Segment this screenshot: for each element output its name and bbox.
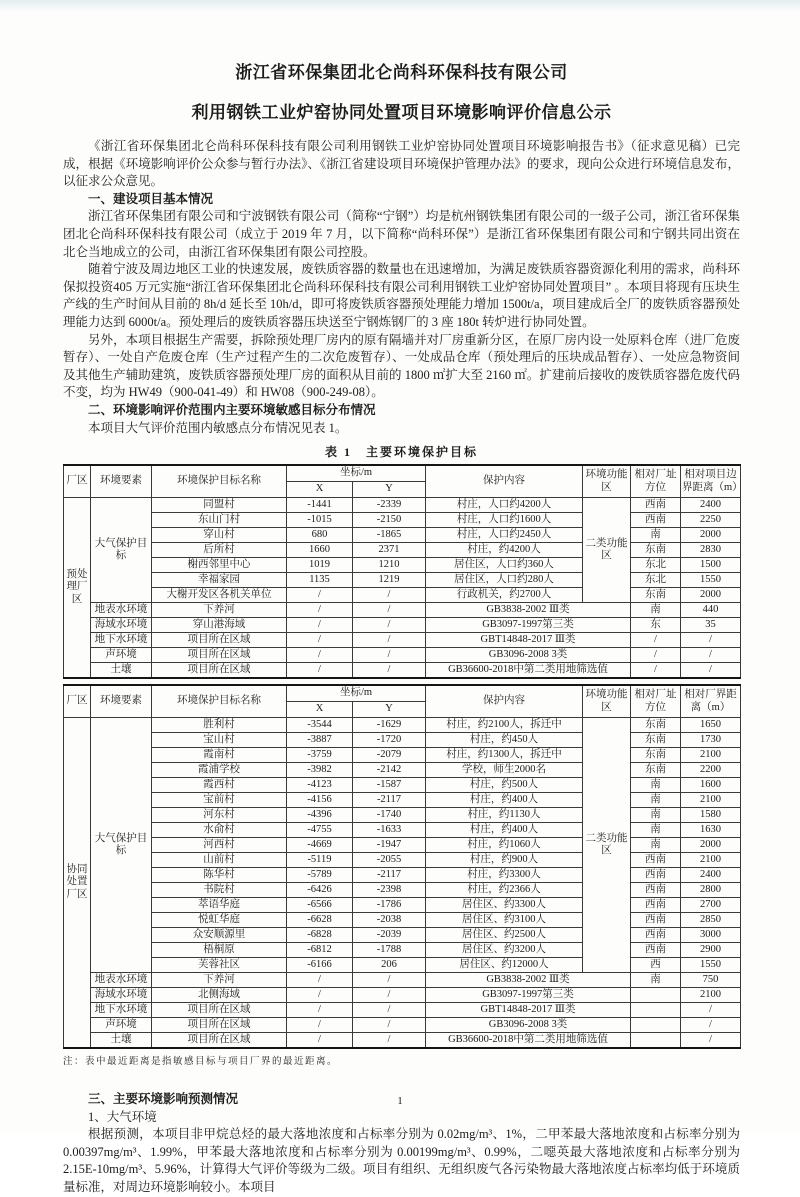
target-name-cell: 项目所在区域 — [152, 663, 287, 679]
protect-content-cell: 村庄，约3300人 — [426, 868, 583, 883]
section1-paragraph-3: 另外，本项目根据生产需要，拆除预处理厂房内的原有隔墙并对厂房重新分区，在原厂房内设一处原料仓库（进厂危废暂存）、一处自产危废仓库（生产过程产生的二次危废暂存）、一处成品仓库（预处理后的压块成品暂存）、一处应急物资间及其他生产辅助建筑，废铁质容器预处理厂房的面积从目前的 1800 ㎡扩大至 2160 ㎡。扩建前后接收的废铁质容器危废代码不变，均为 HW49（900-041-49）和 HW08（900-249-08）。 — [63, 332, 740, 400]
coord-y-cell: / — [353, 1033, 426, 1049]
table-row — [64, 958, 741, 973]
element-cell: 土壤 — [91, 1033, 152, 1049]
coord-y-cell: -2117 — [353, 868, 426, 883]
target-name-cell: 项目所在区域 — [152, 648, 287, 663]
header-function-zone: 环境功能区 — [583, 465, 631, 498]
distance-cell: / — [681, 1018, 741, 1033]
target-name-cell: 书院村 — [152, 883, 287, 898]
direction-cell: 南 — [631, 823, 681, 838]
target-name-cell: 宝山村 — [152, 733, 287, 748]
distance-cell: 1600 — [681, 778, 741, 793]
target-name-cell: 穿山港海域 — [152, 618, 287, 633]
protect-content-cell: 居住区、约2500人 — [426, 928, 583, 943]
coord-y-cell: -2142 — [353, 763, 426, 778]
table-row — [64, 988, 741, 1003]
zone-cell: 预处理厂区 — [64, 498, 91, 679]
direction-cell — [631, 1003, 681, 1018]
table-row — [64, 528, 741, 543]
coord-x-cell: / — [287, 988, 353, 1003]
coord-y-cell: -2339 — [353, 498, 426, 513]
coord-x-cell: -6166 — [287, 958, 353, 973]
protect-content-cell: 村庄，约400人 — [426, 793, 583, 808]
direction-cell: 东南 — [631, 718, 681, 733]
protect-content-cell: 居住区，人口约360人 — [426, 558, 583, 573]
direction-cell: 西南 — [631, 883, 681, 898]
coord-x-cell: -6812 — [287, 943, 353, 958]
coord-x-cell: / — [287, 603, 353, 618]
direction-cell: 西南 — [631, 928, 681, 943]
header-target-name: 环境保护目标名称 — [152, 685, 287, 718]
distance-cell: 1580 — [681, 808, 741, 823]
table-row — [64, 943, 741, 958]
header-element: 环境要素 — [91, 685, 152, 718]
target-name-cell: 榭西邻里中心 — [152, 558, 287, 573]
zone-cell: 协同处置厂区 — [64, 718, 91, 1049]
coord-y-cell: / — [353, 633, 426, 648]
distance-cell: 2250 — [681, 513, 741, 528]
coord-y-cell: / — [353, 973, 426, 988]
distance-cell: 2850 — [681, 913, 741, 928]
table-row — [64, 663, 741, 679]
distance-cell: 2100 — [681, 793, 741, 808]
direction-cell: 西南 — [631, 868, 681, 883]
header-protect-content: 保护内容 — [426, 465, 583, 498]
direction-cell: 东南 — [631, 733, 681, 748]
distance-cell: / — [681, 1033, 741, 1049]
header-coordinate: 坐标/m — [287, 465, 426, 482]
protect-content-cell: 行政机关，约2700人 — [426, 588, 583, 603]
standard-cell: GB3838-2002 Ⅲ类 — [426, 973, 631, 988]
table-row — [64, 793, 741, 808]
target-name-cell: 后所村 — [152, 543, 287, 558]
standard-cell: GB3096-2008 3类 — [426, 1018, 631, 1033]
table-caption: 表 1 主要环境保护目标 — [324, 445, 478, 460]
direction-cell: 东南 — [631, 588, 681, 603]
target-name-cell: 陈华村 — [152, 868, 287, 883]
coord-x-cell: -6566 — [287, 898, 353, 913]
protect-content-cell: 村庄，约900人 — [426, 853, 583, 868]
standard-cell: GB36600-2018中第二类用地筛选值 — [426, 1033, 631, 1049]
section2-heading: 二、环境影响评价范围内主要环境敏感目标分布情况 — [88, 402, 376, 417]
distance-cell: 2000 — [681, 528, 741, 543]
header-x: X — [287, 702, 353, 718]
coord-y-cell: -1788 — [353, 943, 426, 958]
coord-x-cell: -3544 — [287, 718, 353, 733]
table-row — [64, 973, 741, 988]
distance-cell: / — [681, 648, 741, 663]
section1-paragraph-2: 随着宁波及周边地区工业的快速发展，废铁质容器的数量也在迅速增加，为满足废铁质容器资源化利用的需求，尚科环保拟投资405 万元实施“浙江省环保集团北仑尚科环保科技有限公司利用钢铁工业炉窑协同处置项目” 。本项目将现有压块生产线的生产时间从目前的 8h/d 延长至 10h/d，即可将废铁质容器预处理能力增加 1500t/a，项目建成后全厂的废铁质容器预处理能力达到 6000t/a。预处理后的废铁质容器压块送至宁钢炼钢厂的 3 座 180t 转炉进行协同处置。 — [63, 262, 740, 329]
table-row — [64, 823, 741, 838]
direction-cell — [631, 988, 681, 1003]
section2-paragraph: 本项目大气评价范围内敏感点分布情况见表 1。 — [88, 420, 348, 435]
target-name-cell: 水俞村 — [152, 823, 287, 838]
protect-content-cell: 村庄，人口约2450人 — [426, 528, 583, 543]
table-row — [64, 498, 741, 513]
coord-y-cell: -2039 — [353, 928, 426, 943]
table-row — [64, 558, 741, 573]
distance-cell: 1500 — [681, 558, 741, 573]
coord-y-cell: -1786 — [353, 898, 426, 913]
target-name-cell: 项目所在区域 — [152, 1018, 287, 1033]
target-name-cell: 大榭开发区各机关单位 — [152, 588, 287, 603]
direction-cell: 西 — [631, 958, 681, 973]
element-cell: 土壤 — [91, 663, 152, 679]
protect-content-cell: 居住区、约3100人 — [426, 913, 583, 928]
table-row — [64, 763, 741, 778]
distance-cell: 1550 — [681, 958, 741, 973]
element-cell: 地下水环境 — [91, 633, 152, 648]
section3-subheading: 1、大气环境 — [88, 1109, 157, 1124]
table-row — [64, 928, 741, 943]
distance-cell: / — [681, 1003, 741, 1018]
distance-cell: 440 — [681, 603, 741, 618]
coord-x-cell: -5789 — [287, 868, 353, 883]
protect-content-cell: 村庄，约1300人，拆迁中 — [426, 748, 583, 763]
standard-cell: GB3838-2002 Ⅲ类 — [426, 603, 631, 618]
coord-y-cell: -1947 — [353, 838, 426, 853]
table-row — [64, 1003, 741, 1018]
coord-y-cell: 206 — [353, 958, 426, 973]
table-row — [64, 853, 741, 868]
target-name-cell: 幸福家园 — [152, 573, 287, 588]
section1-heading: 一、建设项目基本情况 — [88, 191, 214, 206]
coord-x-cell: -5119 — [287, 853, 353, 868]
table-row — [64, 868, 741, 883]
coord-x-cell: 680 — [287, 528, 353, 543]
table-row — [64, 778, 741, 793]
target-name-cell: 悦虹华庭 — [152, 913, 287, 928]
coord-y-cell: -2038 — [353, 913, 426, 928]
direction-cell: 东北 — [631, 573, 681, 588]
coord-y-cell: 1210 — [353, 558, 426, 573]
table-row — [64, 718, 741, 733]
coord-x-cell: -3982 — [287, 763, 353, 778]
element-cell: 地表水环境 — [91, 973, 152, 988]
distance-cell: 2830 — [681, 543, 741, 558]
direction-cell — [631, 1033, 681, 1049]
coord-x-cell: / — [287, 648, 353, 663]
page-number: 1 — [397, 1095, 403, 1107]
coord-x-cell: -4123 — [287, 778, 353, 793]
distance-cell: 35 — [681, 618, 741, 633]
target-name-cell: 胜利村 — [152, 718, 287, 733]
coord-x-cell: / — [287, 1003, 353, 1018]
distance-cell: / — [681, 663, 741, 679]
table-row — [64, 733, 741, 748]
target-name-cell: 项目所在区域 — [152, 633, 287, 648]
header-direction: 相对厂址方位 — [631, 465, 681, 498]
table-header-row — [64, 465, 741, 482]
direction-cell: / — [631, 633, 681, 648]
direction-cell: 东 — [631, 618, 681, 633]
coord-x-cell: / — [287, 1033, 353, 1049]
protect-content-cell: 村庄，约2366人 — [426, 883, 583, 898]
distance-cell: 2000 — [681, 588, 741, 603]
table-row — [64, 588, 741, 603]
coord-y-cell: / — [353, 663, 426, 679]
target-name-cell: 河东村 — [152, 808, 287, 823]
target-name-cell: 北侧海域 — [152, 988, 287, 1003]
coord-y-cell: / — [353, 1003, 426, 1018]
coord-x-cell: -4669 — [287, 838, 353, 853]
distance-cell: 1630 — [681, 823, 741, 838]
target-name-cell: 穿山村 — [152, 528, 287, 543]
header-y: Y — [353, 702, 426, 718]
table-row — [64, 633, 741, 648]
intro-paragraph: 《浙江省环保集团北仑尚科环保科技有限公司利用钢铁工业炉窑协同处置项目环境影响报告书》（征求意见稿）已完成，根据《环境影响评价公众参与暂行办法》、《浙江省建设项目环境保护管理办法》的要求，现向公众进行环境信息发布，以征求公众意见。 — [63, 139, 740, 189]
table-row — [64, 603, 741, 618]
element-cell: 海域水环境 — [91, 618, 152, 633]
direction-cell: 南 — [631, 603, 681, 618]
protect-content-cell: 村庄，人口约4200人 — [426, 498, 583, 513]
direction-cell: / — [631, 648, 681, 663]
distance-cell: 3000 — [681, 928, 741, 943]
direction-cell — [631, 1018, 681, 1033]
table-row — [64, 883, 741, 898]
target-name-cell: 下养河 — [152, 973, 287, 988]
direction-cell: 西南 — [631, 513, 681, 528]
direction-cell: 南 — [631, 973, 681, 988]
direction-cell: 南 — [631, 778, 681, 793]
element-cell: 大气保护目标 — [91, 498, 152, 603]
coord-y-cell: -2398 — [353, 883, 426, 898]
header-x: X — [287, 482, 353, 498]
target-name-cell: 下养河 — [152, 603, 287, 618]
coord-x-cell: -4156 — [287, 793, 353, 808]
protect-content-cell: 村庄，约500人 — [426, 778, 583, 793]
coord-x-cell: / — [287, 1018, 353, 1033]
protect-content-cell: 居住区、约3300人 — [426, 898, 583, 913]
direction-cell: 东北 — [631, 558, 681, 573]
coord-x-cell: / — [287, 973, 353, 988]
header-function-zone: 环境功能区 — [583, 685, 631, 718]
coord-y-cell: / — [353, 618, 426, 633]
target-name-cell: 梧桐原 — [152, 943, 287, 958]
target-name-cell: 萃语华庭 — [152, 898, 287, 913]
direction-cell: 西南 — [631, 898, 681, 913]
direction-cell: 南 — [631, 793, 681, 808]
distance-cell: 1650 — [681, 718, 741, 733]
standard-cell: GB36600-2018中第二类用地筛选值 — [426, 663, 631, 679]
header-zone: 厂区 — [64, 465, 91, 498]
direction-cell: 西南 — [631, 943, 681, 958]
coord-x-cell: -3887 — [287, 733, 353, 748]
table-row — [64, 1018, 741, 1033]
coord-y-cell: / — [353, 1018, 426, 1033]
direction-cell: 南 — [631, 838, 681, 853]
protect-content-cell: 村庄，约1130人 — [426, 808, 583, 823]
table-row — [64, 748, 741, 763]
distance-cell: 1730 — [681, 733, 741, 748]
direction-cell: 南 — [631, 528, 681, 543]
table-row — [64, 543, 741, 558]
distance-cell: 2200 — [681, 763, 741, 778]
coord-x-cell: / — [287, 588, 353, 603]
coord-y-cell: / — [353, 648, 426, 663]
coord-x-cell: -6628 — [287, 913, 353, 928]
header-distance: 相对项目边界距离（m） — [681, 465, 741, 498]
table-note: 注：表中最近距离是指敏感目标与项目厂界的最近距离。 — [63, 1057, 339, 1068]
coord-y-cell: -1720 — [353, 733, 426, 748]
distance-cell: 2100 — [681, 748, 741, 763]
direction-cell: / — [631, 663, 681, 679]
target-name-cell: 同盟村 — [152, 498, 287, 513]
coord-y-cell: -2150 — [353, 513, 426, 528]
table-row — [64, 898, 741, 913]
distance-cell: 2400 — [681, 868, 741, 883]
protect-content-cell: 学校，师生2000名 — [426, 763, 583, 778]
direction-cell: 西南 — [631, 853, 681, 868]
header-y: Y — [353, 482, 426, 498]
distance-cell: 2000 — [681, 838, 741, 853]
coord-x-cell: 1135 — [287, 573, 353, 588]
target-name-cell: 东山门村 — [152, 513, 287, 528]
standard-cell: GB3097-1997第三类 — [426, 988, 631, 1003]
protection-table-codisposal-zone — [63, 684, 741, 1049]
function-zone-cell: 二类功能区 — [583, 718, 631, 973]
doc-title-line1: 浙江省环保集团北仑尚科环保科技有限公司 — [235, 63, 568, 82]
header-element: 环境要素 — [91, 465, 152, 498]
protection-table-preprocess-zone — [63, 464, 741, 679]
table-row — [64, 1033, 741, 1049]
coord-y-cell: -1633 — [353, 823, 426, 838]
element-cell: 声环境 — [91, 1018, 152, 1033]
coord-y-cell: 2371 — [353, 543, 426, 558]
coord-x-cell: / — [287, 663, 353, 679]
table-row — [64, 513, 741, 528]
direction-cell: 东南 — [631, 763, 681, 778]
coord-x-cell: / — [287, 618, 353, 633]
header-distance: 相对厂界距离（m） — [681, 685, 741, 718]
header-coordinate: 坐标/m — [287, 685, 426, 702]
distance-cell: 2400 — [681, 498, 741, 513]
coord-y-cell: -2079 — [353, 748, 426, 763]
coord-x-cell: 1660 — [287, 543, 353, 558]
coord-x-cell: -4396 — [287, 808, 353, 823]
protect-content-cell: 村庄，约1060人 — [426, 838, 583, 853]
distance-cell: 2900 — [681, 943, 741, 958]
coord-x-cell: -6426 — [287, 883, 353, 898]
doc-title-line2: 利用钢铁工业炉窑协同处置项目环境影响评价信息公示 — [191, 103, 612, 122]
protect-content-cell: 居住区，人口约280人 — [426, 573, 583, 588]
direction-cell: 西南 — [631, 913, 681, 928]
table-header-row — [64, 685, 741, 702]
target-name-cell: 宝前村 — [152, 793, 287, 808]
protect-content-cell: 村庄，约2100人，拆迁中 — [426, 718, 583, 733]
coord-y-cell: 1219 — [353, 573, 426, 588]
header-protect-content: 保护内容 — [426, 685, 583, 718]
coord-y-cell: / — [353, 588, 426, 603]
distance-cell: 2700 — [681, 898, 741, 913]
section3-heading: 三、主要环境影响预测情况 — [88, 1092, 239, 1107]
target-name-cell: 霞南村 — [152, 748, 287, 763]
coord-y-cell: -1865 — [353, 528, 426, 543]
table-row — [64, 618, 741, 633]
target-name-cell: 项目所在区域 — [152, 1003, 287, 1018]
standard-cell: GBT14848-2017 Ⅲ类 — [426, 633, 631, 648]
coord-y-cell: / — [353, 988, 426, 1003]
section3-paragraph: 根据预测，本项目非甲烷总烃的最大落地浓度和占标率分别为 0.02mg/m³、1%，二甲苯最大落地浓度和占标率分别为 0.00397mg/m³、1.99%，甲苯最大落地浓度和占标率分别为 0.00199mg/m³、0.99%，二噁英最大落地浓度和占标率分别为 2.15E-10mg/m³、5.96%，计算得大气评价等级为二级。项目有组织、无组织废气各污染物最大落地浓度占标率均低于环境质量标准，对周边环境影响较小。本项目 — [63, 1127, 740, 1195]
target-name-cell: 河西村 — [152, 838, 287, 853]
distance-cell: / — [681, 633, 741, 648]
distance-cell: 2100 — [681, 853, 741, 868]
standard-cell: GBT14848-2017 Ⅲ类 — [426, 1003, 631, 1018]
distance-cell: 750 — [681, 973, 741, 988]
coord-y-cell: -1587 — [353, 778, 426, 793]
direction-cell: 东南 — [631, 543, 681, 558]
header-direction: 相对厂址方位 — [631, 685, 681, 718]
coord-y-cell: / — [353, 603, 426, 618]
element-cell: 大气保护目标 — [91, 718, 152, 973]
coord-y-cell: -1740 — [353, 808, 426, 823]
standard-cell: GB3097-1997第三类 — [426, 618, 631, 633]
header-zone: 厂区 — [64, 685, 91, 718]
section1-paragraph-1: 浙江省环保集团有限公司和宁波钢铁有限公司（简称“宁钢”）均是杭州钢铁集团有限公司的一级子公司，浙江省环保集团北仑尚科环保科技有限公司（成立于 2019 年 7 月，以下简称“尚科环保”）是浙江省环保集团有限公司和宁钢共同出资在北仑当地成立的公司，由浙江省环保集团有限公司控股。 — [63, 209, 740, 259]
distance-cell: 2800 — [681, 883, 741, 898]
coord-y-cell: -2055 — [353, 853, 426, 868]
protect-content-cell: 居住区、约12000人 — [426, 958, 583, 973]
target-name-cell: 霞西村 — [152, 778, 287, 793]
coord-x-cell: / — [287, 633, 353, 648]
target-name-cell: 芙蓉社区 — [152, 958, 287, 973]
protect-content-cell: 村庄，约4200人 — [426, 543, 583, 558]
protect-content-cell: 村庄，约400人 — [426, 823, 583, 838]
coord-x-cell: -4755 — [287, 823, 353, 838]
coord-x-cell: -3759 — [287, 748, 353, 763]
target-name-cell: 众安顺源里 — [152, 928, 287, 943]
coord-y-cell: -2117 — [353, 793, 426, 808]
coord-x-cell: -6828 — [287, 928, 353, 943]
coord-x-cell: 1019 — [287, 558, 353, 573]
distance-cell: 2100 — [681, 988, 741, 1003]
table-row — [64, 838, 741, 853]
element-cell: 地下水环境 — [91, 1003, 152, 1018]
coord-x-cell: -1441 — [287, 498, 353, 513]
standard-cell: GB3096-2008 3类 — [426, 648, 631, 663]
function-zone-cell: 二类功能区 — [583, 498, 631, 603]
element-cell: 地表水环境 — [91, 603, 152, 618]
element-cell: 声环境 — [91, 648, 152, 663]
protect-content-cell: 村庄，约450人 — [426, 733, 583, 748]
direction-cell: 南 — [631, 808, 681, 823]
element-cell: 海域水环境 — [91, 988, 152, 1003]
direction-cell: 西南 — [631, 498, 681, 513]
distance-cell: 1550 — [681, 573, 741, 588]
table-row — [64, 573, 741, 588]
target-name-cell: 山前村 — [152, 853, 287, 868]
table-row — [64, 808, 741, 823]
protect-content-cell: 村庄，人口约1600人 — [426, 513, 583, 528]
table-row — [64, 648, 741, 663]
target-name-cell: 霞浦学校 — [152, 763, 287, 778]
coord-y-cell: -1629 — [353, 718, 426, 733]
direction-cell: 东南 — [631, 748, 681, 763]
target-name-cell: 项目所在区域 — [152, 1033, 287, 1049]
table-row — [64, 913, 741, 928]
header-target-name: 环境保护目标名称 — [152, 465, 287, 498]
coord-x-cell: -1015 — [287, 513, 353, 528]
protect-content-cell: 居住区、约3200人 — [426, 943, 583, 958]
